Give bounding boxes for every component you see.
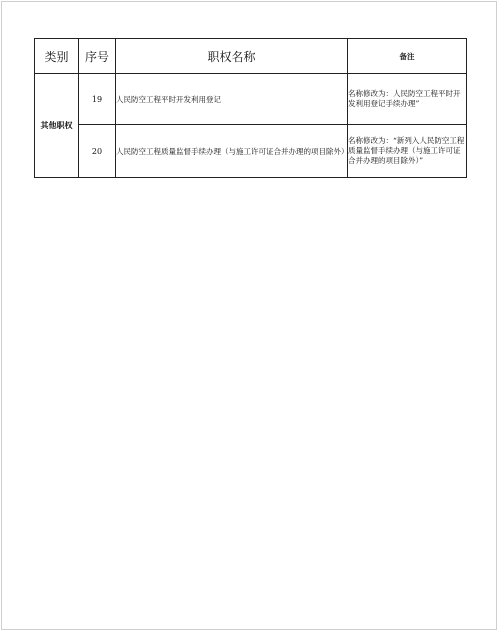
note-cell: 名称修改为：“新列入人民防空工程质量监督手续办理（与施工许可证合并办理的项目除外）” <box>348 125 467 178</box>
duty-table <box>34 38 467 178</box>
header-note: 备注 <box>348 39 467 74</box>
table-row <box>35 125 467 178</box>
header-category: 类别 <box>35 39 79 74</box>
header-name: 职权名称 <box>116 39 348 74</box>
name-cell: 人民防空工程平时开发利用登记 <box>116 74 348 125</box>
seq-cell: 20 <box>79 125 116 178</box>
table-row <box>35 74 467 125</box>
seq-cell: 19 <box>79 74 116 125</box>
table-header-row <box>35 39 467 74</box>
category-cell: 其他职权 <box>35 74 79 178</box>
note-cell: 名称修改为：人民防空工程平时开发利用登记手续办理” <box>348 74 467 125</box>
header-seq: 序号 <box>79 39 116 74</box>
name-cell: 人民防空工程质量监督手续办理（与施工许可证合并办理的项目除外） <box>116 125 348 178</box>
